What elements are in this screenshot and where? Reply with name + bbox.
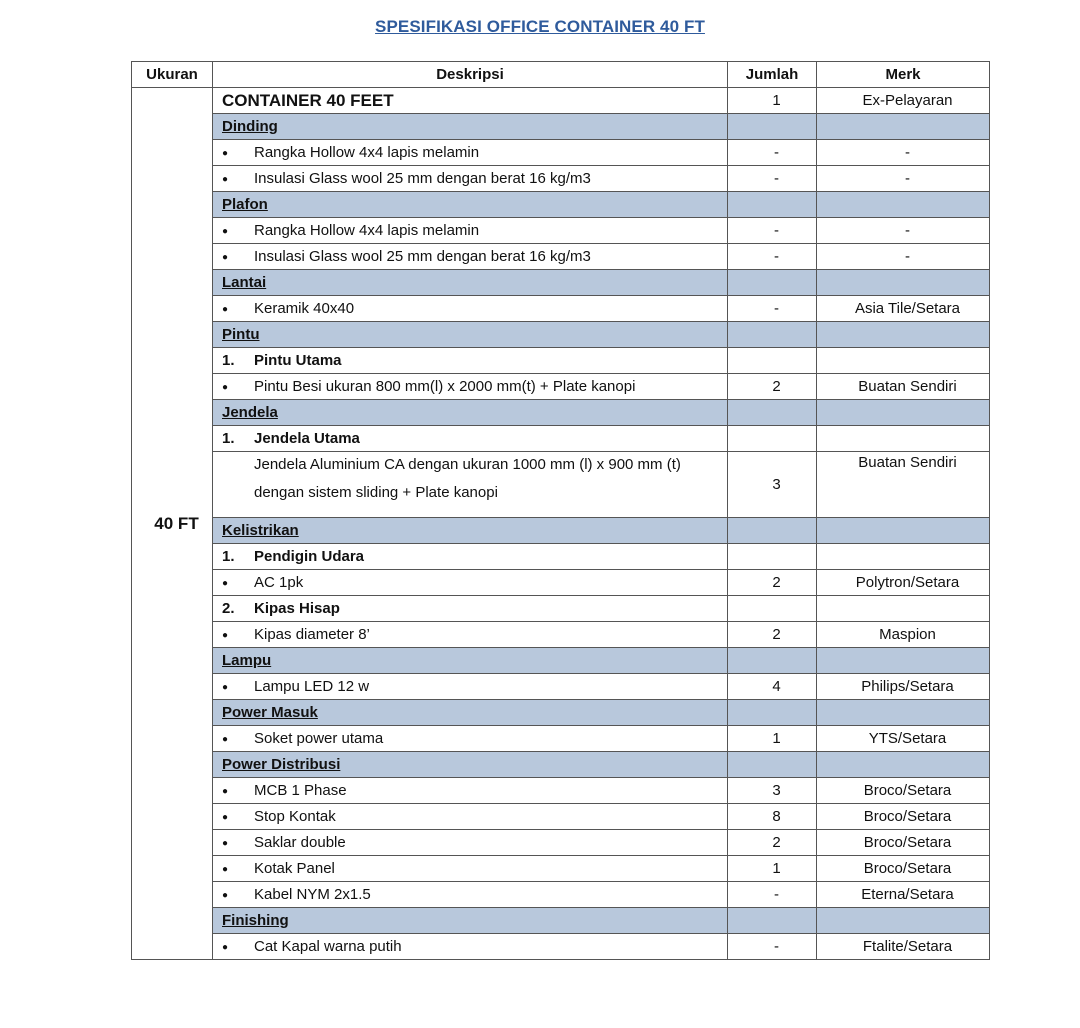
table-row-section	[132, 700, 990, 726]
bullet-icon	[222, 730, 254, 747]
ukuran-cell: 40 FT	[132, 88, 213, 960]
spec-table	[131, 61, 990, 960]
description-text: Kotak Panel	[254, 860, 335, 877]
brand-cell: Maspion	[817, 622, 990, 648]
header-jumlah: Jumlah	[728, 62, 817, 88]
table-row-item	[132, 140, 990, 166]
bullet-icon	[222, 886, 254, 903]
description-text: Dinding	[222, 118, 278, 135]
quantity-cell: 3	[728, 452, 817, 518]
bullet-icon	[222, 378, 254, 395]
brand-cell	[817, 400, 990, 426]
bullet-icon	[222, 248, 254, 265]
bullet-icon	[222, 300, 254, 317]
description-text: Keramik 40x40	[254, 300, 355, 317]
table-row-item	[132, 166, 990, 192]
table-row-item	[132, 622, 990, 648]
bullet-icon	[222, 626, 254, 643]
table-row-item	[132, 570, 990, 596]
table-row-sub	[132, 596, 990, 622]
brand-cell	[817, 518, 990, 544]
quantity-cell	[728, 648, 817, 674]
description-text: Saklar double	[254, 834, 346, 851]
quantity-cell	[728, 700, 817, 726]
bullet-icon	[222, 574, 254, 591]
description-text: Pintu Utama	[254, 352, 342, 369]
brand-cell: Broco/Setara	[817, 778, 990, 804]
brand-cell	[817, 426, 990, 452]
description-cell	[213, 726, 728, 752]
brand-cell: Polytron/Setara	[817, 570, 990, 596]
bullet-icon	[222, 834, 254, 851]
bullet-icon	[222, 678, 254, 695]
bullet-icon	[222, 860, 254, 877]
brand-cell	[817, 270, 990, 296]
description-cell	[213, 674, 728, 700]
description-cell	[213, 270, 728, 296]
table-row-section	[132, 322, 990, 348]
bullet-icon	[222, 170, 254, 187]
table-row-section	[132, 400, 990, 426]
description-wrap	[222, 452, 727, 506]
bullet-icon	[222, 782, 254, 799]
description-cell	[213, 778, 728, 804]
quantity-cell: 2	[728, 830, 817, 856]
description-cell	[213, 140, 728, 166]
quantity-cell	[728, 114, 817, 140]
quantity-cell	[728, 752, 817, 778]
item-number: 1.	[222, 548, 235, 565]
quantity-cell: -	[728, 166, 817, 192]
table-row-section	[132, 908, 990, 934]
brand-cell	[817, 648, 990, 674]
quantity-cell: -	[728, 218, 817, 244]
description-text: Power Masuk	[222, 704, 318, 721]
description-text: Jendela Utama	[254, 430, 360, 447]
description-cell	[213, 348, 728, 374]
quantity-cell	[728, 192, 817, 218]
description-cell	[213, 908, 728, 934]
description-cell	[213, 700, 728, 726]
brand-cell: -	[817, 244, 990, 270]
quantity-cell	[728, 270, 817, 296]
bullet-icon	[222, 222, 254, 239]
description-text: Lantai	[222, 274, 267, 291]
description-cell	[213, 192, 728, 218]
table-header-row	[132, 62, 990, 88]
table-row-item	[132, 674, 990, 700]
description-text: Cat Kapal warna putih	[254, 938, 402, 955]
table-row-sub	[132, 426, 990, 452]
description-text: Lampu	[222, 652, 272, 669]
table-row-item	[132, 296, 990, 322]
description-cell	[213, 400, 728, 426]
brand-cell	[817, 322, 990, 348]
quantity-cell	[728, 400, 817, 426]
description-text: Soket power utama	[254, 730, 384, 747]
quantity-cell: 2	[728, 570, 817, 596]
brand-cell	[817, 544, 990, 570]
quantity-cell: 2	[728, 622, 817, 648]
description-cell	[213, 244, 728, 270]
description-text: CONTAINER 40 FEET	[222, 90, 394, 110]
quantity-cell	[728, 908, 817, 934]
description-cell	[213, 426, 728, 452]
item-number: 1.	[222, 430, 235, 447]
bullet-icon	[222, 808, 254, 825]
description-cell	[213, 322, 728, 348]
brand-cell: -	[817, 140, 990, 166]
quantity-cell: 1	[728, 88, 817, 114]
description-text: Plafon	[222, 196, 268, 213]
brand-cell	[817, 596, 990, 622]
description-cell	[213, 452, 728, 518]
description-text: Insulasi Glass wool 25 mm dengan berat 16 kg/m3	[254, 170, 591, 187]
brand-cell: YTS/Setara	[817, 726, 990, 752]
quantity-cell: -	[728, 296, 817, 322]
description-text: Stop Kontak	[254, 808, 336, 825]
brand-cell	[817, 700, 990, 726]
brand-cell: Ftalite/Setara	[817, 934, 990, 960]
bullet-icon	[222, 452, 254, 480]
description-cell	[213, 544, 728, 570]
quantity-cell	[728, 596, 817, 622]
table-row-item	[132, 374, 990, 400]
description-text: Kelistrikan	[222, 522, 299, 539]
bullet-icon	[222, 938, 254, 955]
brand-cell	[817, 908, 990, 934]
description-text: AC 1pk	[254, 574, 304, 591]
brand-cell: Ex-Pelayaran	[817, 88, 990, 114]
quantity-cell	[728, 322, 817, 348]
brand-cell: -	[817, 218, 990, 244]
description-text: Kipas Hisap	[254, 600, 340, 617]
description-cell	[213, 166, 728, 192]
brand-cell: Broco/Setara	[817, 804, 990, 830]
brand-cell: Eterna/Setara	[817, 882, 990, 908]
description-text: Pintu	[222, 326, 260, 343]
description-text: Rangka Hollow 4x4 lapis melamin	[254, 222, 480, 239]
quantity-cell	[728, 348, 817, 374]
table-body	[132, 88, 990, 960]
table-row-section	[132, 518, 990, 544]
table-row-item	[132, 244, 990, 270]
quantity-cell: -	[728, 140, 817, 166]
description-cell	[213, 518, 728, 544]
item-number: 2.	[222, 600, 235, 617]
quantity-cell: -	[728, 882, 817, 908]
item-number: 1.	[222, 352, 235, 369]
table-row-item	[132, 934, 990, 960]
brand-cell: Buatan Sendiri	[817, 452, 990, 518]
table-row-item	[132, 726, 990, 752]
brand-cell	[817, 752, 990, 778]
table-row-sub	[132, 544, 990, 570]
description-cell	[213, 648, 728, 674]
description-cell	[213, 882, 728, 908]
description-cell	[213, 114, 728, 140]
table-row-item	[132, 882, 990, 908]
table-row-section	[132, 752, 990, 778]
description-cell	[213, 752, 728, 778]
brand-cell: Buatan Sendiri	[817, 374, 990, 400]
header-merk: Merk	[817, 62, 990, 88]
description-text: Kabel NYM 2x1.5	[254, 886, 371, 903]
brand-cell: Philips/Setara	[817, 674, 990, 700]
quantity-cell	[728, 544, 817, 570]
table-row-section	[132, 270, 990, 296]
brand-cell	[817, 114, 990, 140]
description-cell	[213, 374, 728, 400]
description-text: Insulasi Glass wool 25 mm dengan berat 16 kg/m3	[254, 248, 591, 265]
quantity-cell: 2	[728, 374, 817, 400]
description-text: Jendela	[222, 404, 278, 421]
brand-cell: -	[817, 166, 990, 192]
brand-cell: Asia Tile/Setara	[817, 296, 990, 322]
table-row-item	[132, 218, 990, 244]
bullet-icon	[222, 144, 254, 161]
quantity-cell: -	[728, 934, 817, 960]
quantity-cell	[728, 518, 817, 544]
description-text: Rangka Hollow 4x4 lapis melamin	[254, 144, 480, 161]
brand-cell: Broco/Setara	[817, 830, 990, 856]
quantity-cell: 3	[728, 778, 817, 804]
header-deskripsi: Deskripsi	[213, 62, 728, 88]
quantity-cell: 4	[728, 674, 817, 700]
description-cell	[213, 570, 728, 596]
description-cell	[213, 934, 728, 960]
quantity-cell: 1	[728, 856, 817, 882]
description-cell	[213, 804, 728, 830]
table-row-item	[132, 830, 990, 856]
quantity-cell: 8	[728, 804, 817, 830]
brand-cell: Broco/Setara	[817, 856, 990, 882]
description-text: MCB 1 Phase	[254, 782, 347, 799]
quantity-cell	[728, 426, 817, 452]
description-cell	[213, 856, 728, 882]
page-title: SPESIFIKASI OFFICE CONTAINER 40 FT	[375, 17, 705, 36]
description-text: Kipas diameter 8’	[254, 626, 370, 643]
description-text: Jendela Aluminium CA dengan ukuran 1000 mm (l) x 900 mm (t) dengan sistem sliding + Plate kanopi	[254, 456, 681, 501]
table-row-section	[132, 192, 990, 218]
description-cell	[213, 830, 728, 856]
description-text: Pintu Besi ukuran 800 mm(l) x 2000 mm(t) + Plate kanopi	[254, 378, 636, 395]
header-ukuran: Ukuran	[132, 62, 213, 88]
table-row-item	[132, 804, 990, 830]
table-row-big	[132, 452, 990, 518]
description-cell	[213, 218, 728, 244]
description-cell	[213, 88, 728, 114]
table-row-item	[132, 778, 990, 804]
description-text: Lampu LED 12 w	[254, 678, 370, 695]
table-row-item	[132, 856, 990, 882]
quantity-cell: -	[728, 244, 817, 270]
table-row-section	[132, 114, 990, 140]
description-cell	[213, 296, 728, 322]
description-cell	[213, 596, 728, 622]
table-row-container	[132, 88, 990, 114]
table-row-sub	[132, 348, 990, 374]
description-text: Power Distribusi	[222, 756, 341, 773]
brand-cell	[817, 348, 990, 374]
description-text: Finishing	[222, 912, 289, 929]
brand-cell	[817, 192, 990, 218]
description-text: Pendigin Udara	[254, 548, 365, 565]
table-row-section	[132, 648, 990, 674]
description-cell	[213, 622, 728, 648]
quantity-cell: 1	[728, 726, 817, 752]
